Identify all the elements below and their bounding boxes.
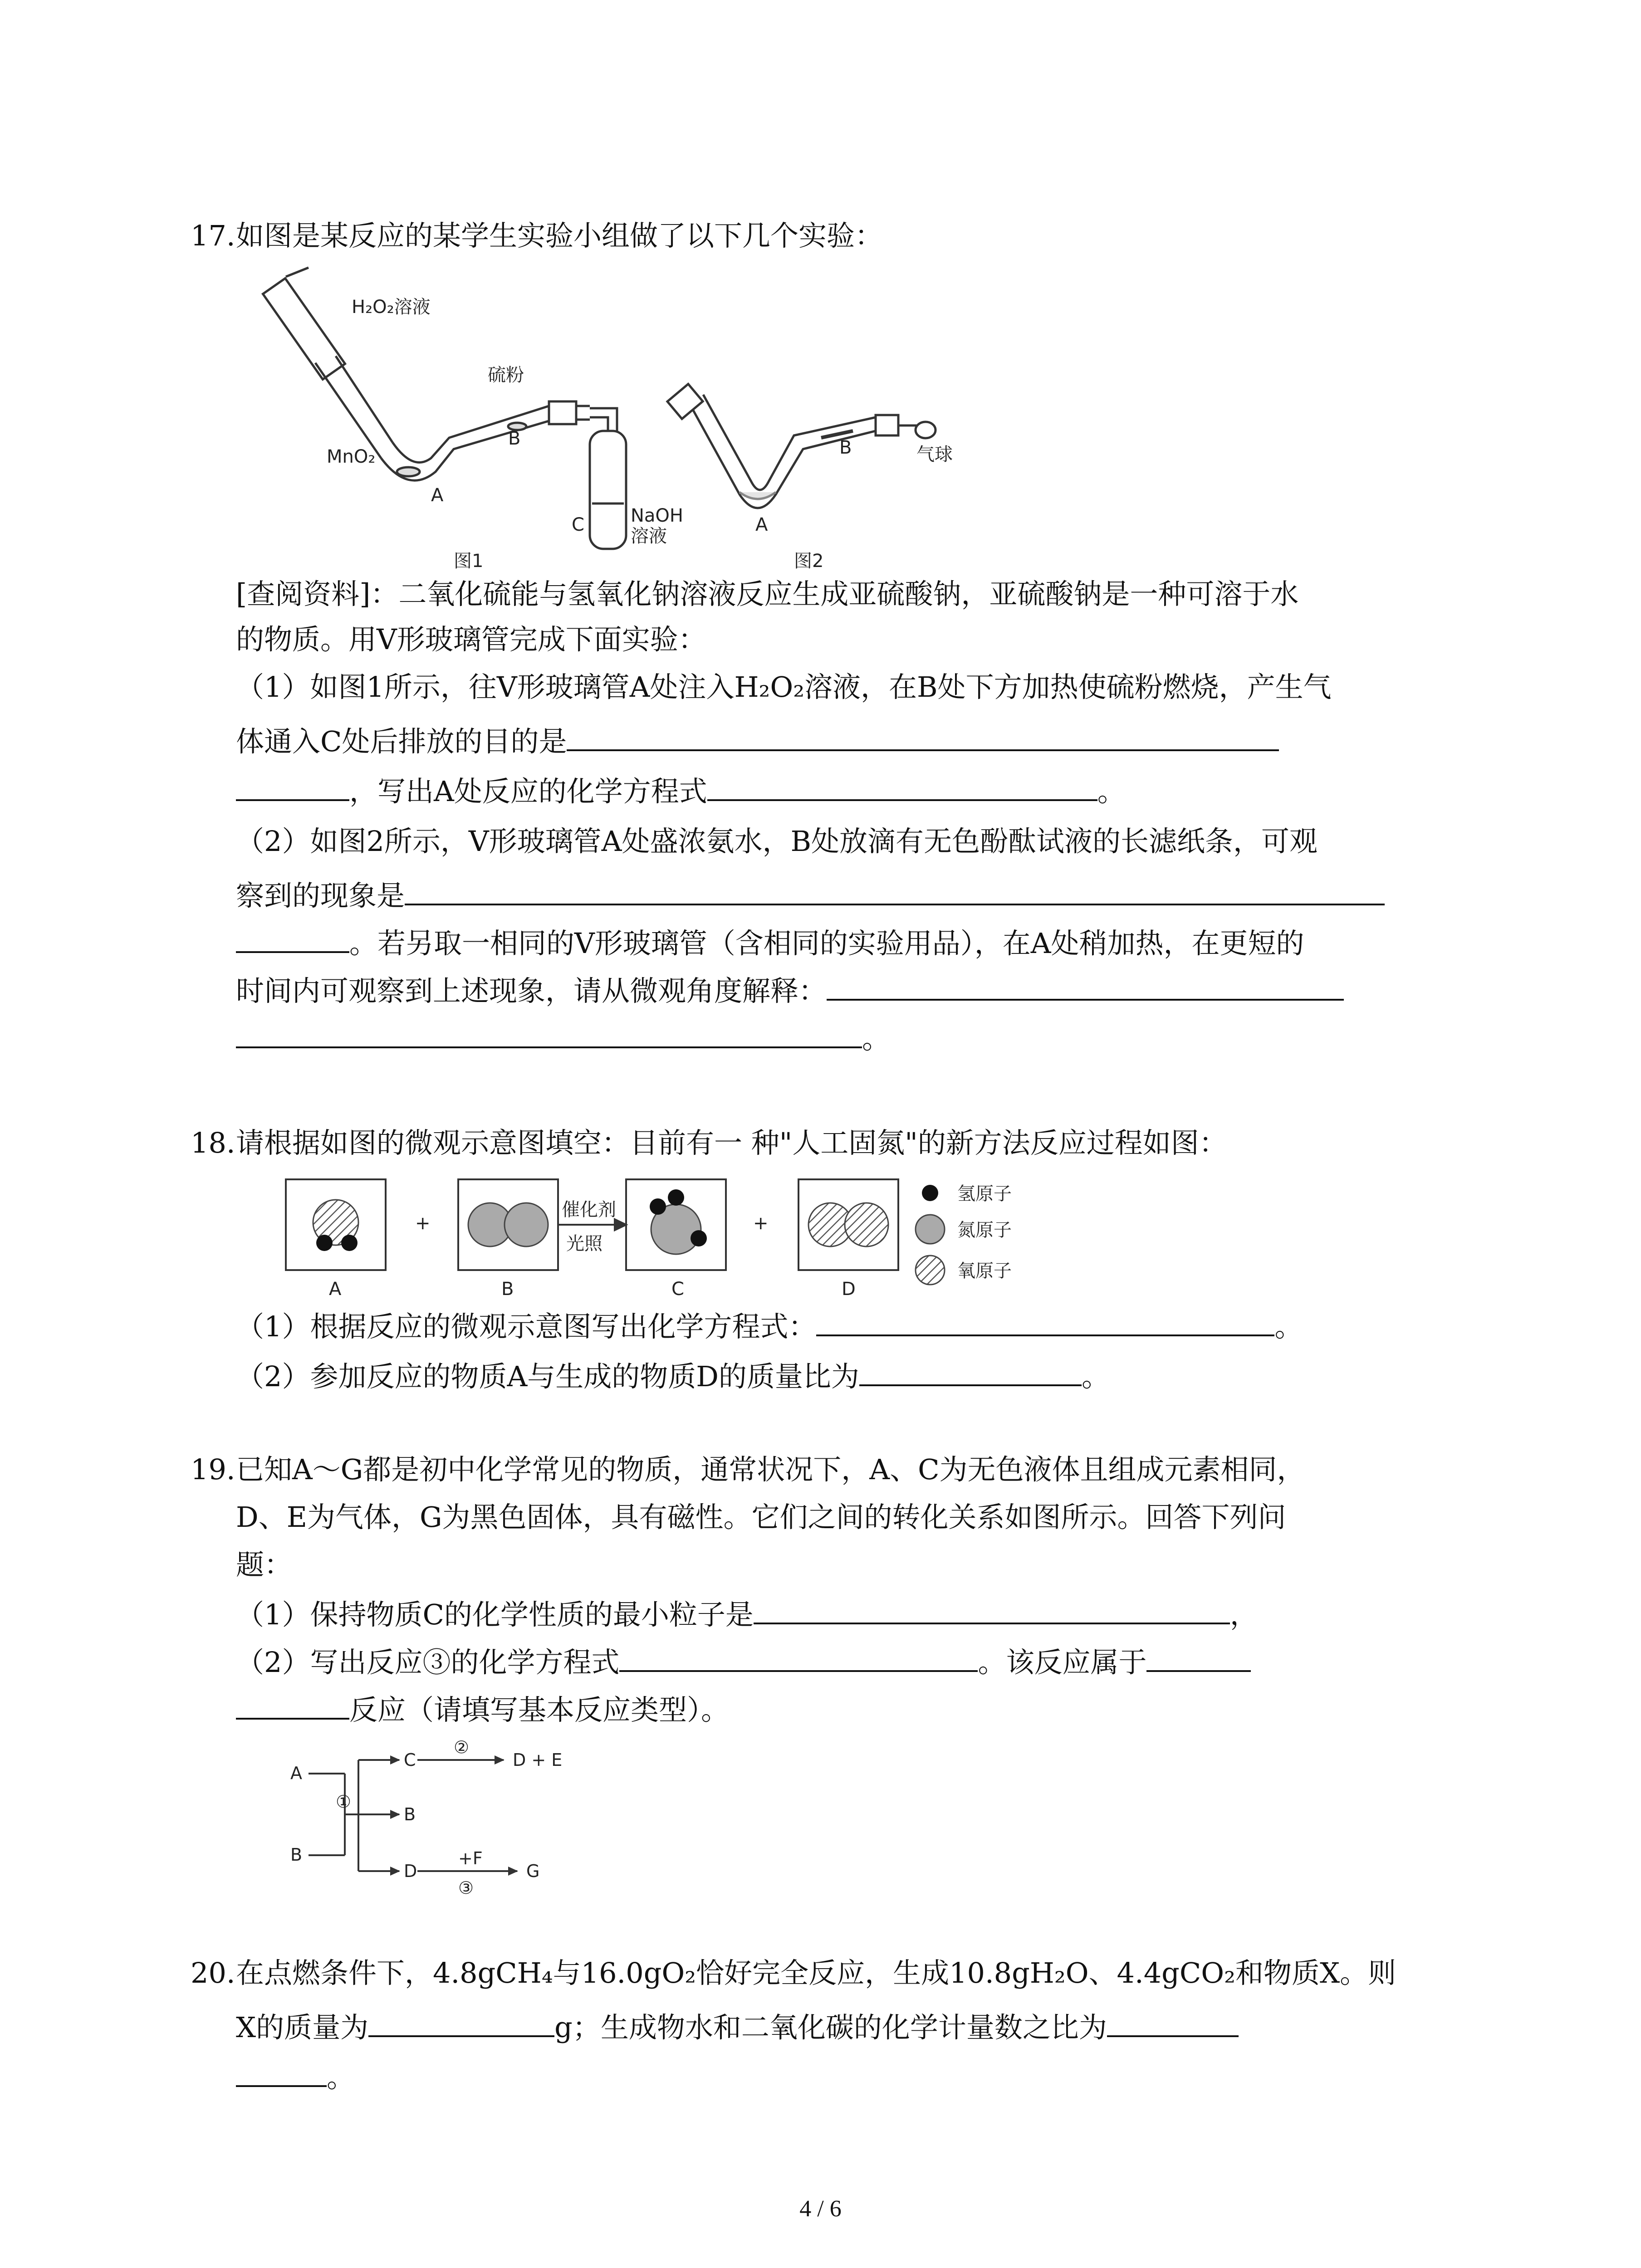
label-c: C: [671, 1279, 684, 1300]
part-1-line-2: [236, 721, 1279, 760]
answer-blank[interactable]: [754, 1594, 1230, 1624]
question-number: 19.: [191, 1453, 235, 1486]
legend-nitrogen-label: 氮原子: [957, 1220, 1012, 1241]
part-1-equation-prompt: ，写出A处反应的化学方程式: [349, 775, 707, 808]
part-1-prompt: 体通入C处后排放的目的是: [236, 725, 567, 758]
question-stem: 如图是某反应的某学生实验小组做了以下几个实验：: [236, 219, 883, 252]
reaction-1-marker: ①: [336, 1792, 352, 1812]
q20-stem-line-3: [236, 2057, 355, 2096]
legend-hydrogen-icon: [922, 1185, 938, 1201]
legend-nitrogen-icon: [916, 1215, 945, 1244]
answer-blank[interactable]: [619, 1642, 978, 1672]
part-2-explain-prompt: 时间内可观察到上述现象，请从微观角度解释：: [236, 974, 827, 1007]
q20-mass-prompt: X的质量为: [236, 2011, 369, 2044]
part-2-line-4: [236, 971, 1344, 1009]
label-h2o2-solution: H₂O₂溶液: [352, 297, 431, 318]
part-2-text: 。若另取一相同的V形玻璃管（含相同的实验用品），在A处稍加热，在更短的: [349, 927, 1304, 960]
label-naoh-solution: 溶液: [631, 526, 667, 547]
q19-stem-line-2: D、E为气体，G为黑色固体，具有磁性。它们之间的转化关系如图所示。回答下列问: [236, 1501, 1286, 1534]
reference-info-line-1: [查阅资料]：二氧化硫能与氢氧化钠溶液反应生成亚硫酸钠，亚硫酸钠是一种可溶于水: [236, 577, 1299, 611]
label-b-product: B: [404, 1804, 416, 1824]
molecule-a-water: [313, 1200, 358, 1251]
plus-sign: +: [415, 1213, 431, 1234]
molecule-c-ammonia: [650, 1189, 707, 1254]
q19-part-2: [236, 1642, 1251, 1681]
q19-part-1-prompt: （1）保持物质C的化学性质的最小粒子是: [236, 1598, 754, 1631]
question-number: 20.: [191, 1956, 235, 1989]
label-a: A: [755, 514, 768, 535]
part-2-prompt: 察到的现象是: [236, 879, 405, 912]
punctuation: 。: [327, 2061, 355, 2094]
figure-2-labels: [755, 437, 953, 572]
q19-stem-line-3: 题：: [236, 1548, 293, 1581]
label-d-plus-e: D + E: [513, 1750, 563, 1770]
reaction-3-marker: ③: [458, 1878, 474, 1898]
reaction-2-marker: ②: [454, 1737, 470, 1757]
punctuation: 。: [1274, 1310, 1303, 1343]
q19-part-2-mid: 。该反应属于: [978, 1646, 1147, 1679]
answer-blank[interactable]: [368, 2007, 554, 2037]
legend-oxygen-label: 氧原子: [957, 1261, 1012, 1281]
punctuation: ，: [1230, 1598, 1258, 1631]
legend-hydrogen-label: 氢原子: [957, 1183, 1012, 1204]
punctuation: 。: [1081, 1360, 1110, 1393]
legend: [916, 1185, 945, 1285]
q20-stem-line-1: 在点燃条件下，4.8gCH₄与16.0gO₂恰好完全反应，生成10.8gH₂O、4.4gCO₂和物质X。则: [236, 1956, 1396, 1989]
answer-blank[interactable]: [236, 923, 349, 953]
label-balloon: 气球: [916, 444, 953, 465]
figure-2-caption: 图2: [794, 551, 824, 572]
label-b: B: [290, 1845, 303, 1865]
answer-blank[interactable]: [827, 971, 1344, 1001]
q19-part-2-text: 反应（请填写基本反应类型）。: [349, 1693, 730, 1726]
label-c: C: [404, 1750, 416, 1770]
part-2-line-3: [236, 923, 1304, 962]
q18-part-1-prompt: （1）根据反应的微观示意图写出化学方程式：: [236, 1310, 817, 1343]
q19-part-1: [236, 1594, 1258, 1633]
q20-ratio-prompt: g；生成物水和二氧化碳的化学计量数之比为: [554, 2011, 1107, 2044]
label-a: A: [431, 485, 444, 506]
label-a: A: [329, 1279, 342, 1300]
part-2-line-5: [236, 1018, 890, 1057]
label-light: 光照: [566, 1233, 603, 1254]
label-g: G: [526, 1861, 540, 1881]
q19-transformation-diagram: [281, 1737, 644, 1898]
molecule-b-nitrogen: [468, 1203, 548, 1246]
q19-part-2-cont: [236, 1690, 729, 1728]
reference-info-line-2: 的物质。用V形玻璃管完成下面实验：: [236, 623, 706, 656]
q19-stem-line-1: 已知A～G都是初中化学常见的物质，通常状况下，A、C为无色液体且组成元素相同，: [236, 1453, 1305, 1486]
label-d: D: [842, 1279, 856, 1300]
answer-blank[interactable]: [236, 1018, 862, 1048]
label-sulfur-powder: 硫粉: [488, 365, 524, 386]
answer-blank[interactable]: [816, 1306, 1274, 1336]
answer-blank[interactable]: [236, 1690, 349, 1720]
answer-blank[interactable]: [707, 771, 1097, 801]
page-number: 4 / 6: [799, 2196, 842, 2222]
label-mno2: MnO₂: [327, 446, 376, 467]
label-plus-f: +F: [458, 1848, 483, 1868]
q17-figures: [272, 259, 1043, 576]
figure-2: [667, 384, 936, 508]
q18-part-2: [236, 1356, 1110, 1395]
label-b: B: [501, 1279, 514, 1300]
answer-blank[interactable]: [859, 1356, 1082, 1386]
label-naoh: NaOH: [631, 505, 683, 526]
molecule-d-oxygen: [808, 1203, 888, 1246]
q18-micro-diagram: [281, 1175, 1098, 1302]
part-1-line-3: [236, 771, 1126, 810]
q19-part-2-prompt: （2）写出反应③的化学方程式: [236, 1646, 620, 1679]
part-2-line-1: （2）如图2所示，V形玻璃管A处盛浓氨水，B处放滴有无色酚酞试液的长滤纸条，可观: [236, 825, 1318, 858]
answer-blank[interactable]: [236, 2057, 327, 2087]
part-2-line-2: [236, 875, 1385, 914]
question-stem: 请根据如图的微观示意图填空：目前有一 种"人工固氮"的新方法反应过程如图：: [236, 1126, 1227, 1159]
legend-oxygen-icon: [916, 1256, 945, 1285]
punctuation: 。: [1097, 775, 1126, 808]
question-number: 17.: [191, 219, 235, 252]
answer-blank[interactable]: [1146, 1642, 1251, 1672]
q20-stem-line-2: [236, 2007, 1239, 2046]
label-catalyst: 催化剂: [562, 1199, 616, 1220]
label-d: D: [404, 1861, 417, 1881]
question-number: 18.: [191, 1126, 235, 1159]
answer-blank[interactable]: [1107, 2007, 1239, 2037]
answer-blank[interactable]: [567, 721, 1279, 751]
answer-blank[interactable]: [405, 875, 1385, 905]
label-c: C: [572, 514, 584, 535]
label-b: B: [508, 428, 521, 449]
part-1-line-1: （1）如图1所示，往V形玻璃管A处注入H₂O₂溶液，在B处下方加热使硫粉燃烧，产生气: [236, 670, 1332, 704]
punctuation: 。: [862, 1022, 891, 1055]
plus-sign: +: [753, 1213, 769, 1234]
answer-blank[interactable]: [236, 771, 349, 801]
label-b: B: [839, 437, 852, 458]
q18-part-2-prompt: （2）参加反应的物质A与生成的物质D的质量比为: [236, 1360, 859, 1393]
q18-part-1: [236, 1306, 1303, 1345]
figure-1: [263, 268, 626, 549]
label-a: A: [290, 1763, 302, 1783]
figure-1-caption: 图1: [454, 551, 484, 572]
